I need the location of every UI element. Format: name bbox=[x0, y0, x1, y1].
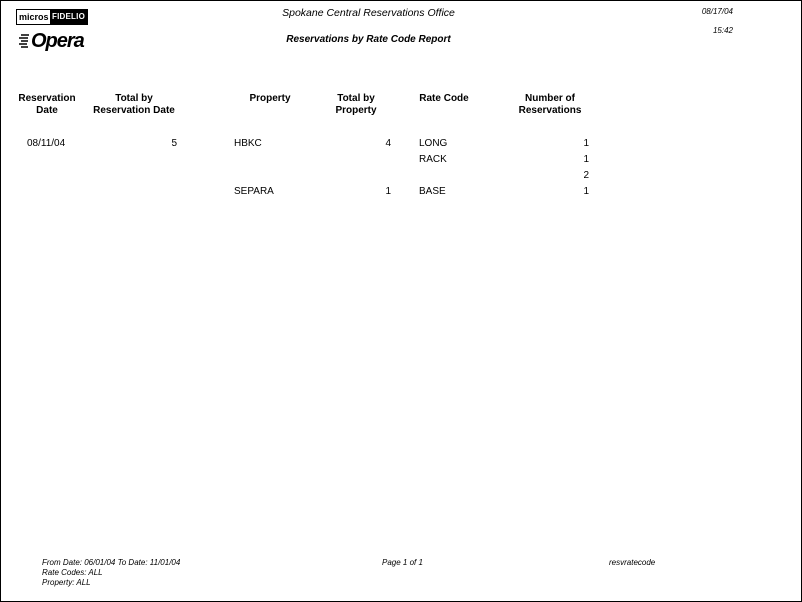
header-num-res-line2: Reservations bbox=[518, 105, 582, 116]
header-total-date-line2: Reservation Date bbox=[93, 105, 175, 116]
cell-rate-code: BASE bbox=[419, 186, 446, 197]
header-rate-code bbox=[414, 93, 474, 105]
footer-rate-codes: Rate Codes: ALL bbox=[42, 568, 103, 577]
cell-property: HBKC bbox=[234, 138, 262, 149]
header-reservation-date-line2: Date bbox=[36, 105, 58, 116]
cell-reservation-date: 08/11/04 bbox=[27, 138, 66, 149]
cell-number: 1 bbox=[583, 154, 589, 165]
header-rate-code-line1: Rate Code bbox=[419, 93, 469, 104]
header-number-of-reservations bbox=[510, 93, 590, 117]
header-total-prop-line1: Total by bbox=[337, 93, 375, 104]
footer-filters bbox=[42, 558, 180, 588]
header-reservation-date bbox=[11, 93, 83, 117]
cell-number: 1 bbox=[583, 138, 589, 149]
header-reservation-date-line1: Reservation bbox=[18, 93, 76, 104]
footer-date-range: From Date: 06/01/04 To Date: 11/01/04 bbox=[42, 558, 181, 567]
header-property bbox=[241, 93, 299, 105]
report-title: Reservations by Rate Code Report bbox=[286, 34, 451, 45]
cell-rate-code: LONG bbox=[419, 138, 448, 149]
report-time: 15:42 bbox=[712, 26, 733, 35]
footer-report-name: resvratecode bbox=[609, 558, 656, 567]
header-total-by-reservation-date bbox=[83, 93, 185, 117]
footer-property: Property: ALL bbox=[42, 578, 91, 587]
office-title: Spokane Central Reservations Office bbox=[282, 7, 455, 19]
logo-fidelio-text: FIDELIO bbox=[50, 10, 87, 24]
cell-rate-code: RACK bbox=[419, 154, 447, 165]
cell-total-by-property: 1 bbox=[385, 186, 391, 197]
report-date: 08/17/04 bbox=[701, 7, 733, 16]
logo-opera-text: Opera bbox=[31, 30, 84, 52]
footer-page-number: Page 1 of 1 bbox=[382, 558, 423, 567]
header-total-by-property bbox=[326, 93, 386, 117]
header-total-prop-line2: Property bbox=[335, 105, 377, 116]
cell-number-subtotal: 2 bbox=[583, 170, 589, 181]
cell-total-by-property: 4 bbox=[385, 138, 391, 149]
header-total-date-line1: Total by bbox=[115, 93, 153, 104]
cell-number: 1 bbox=[583, 186, 589, 197]
header-property-line1: Property bbox=[249, 93, 291, 104]
cell-total-by-date: 5 bbox=[171, 138, 177, 149]
header-num-res-line1: Number of bbox=[525, 93, 575, 104]
cell-property: SEPARA bbox=[234, 186, 274, 197]
logo-micros-text: micros bbox=[19, 12, 49, 22]
micros-fidelio-logo bbox=[16, 9, 88, 25]
